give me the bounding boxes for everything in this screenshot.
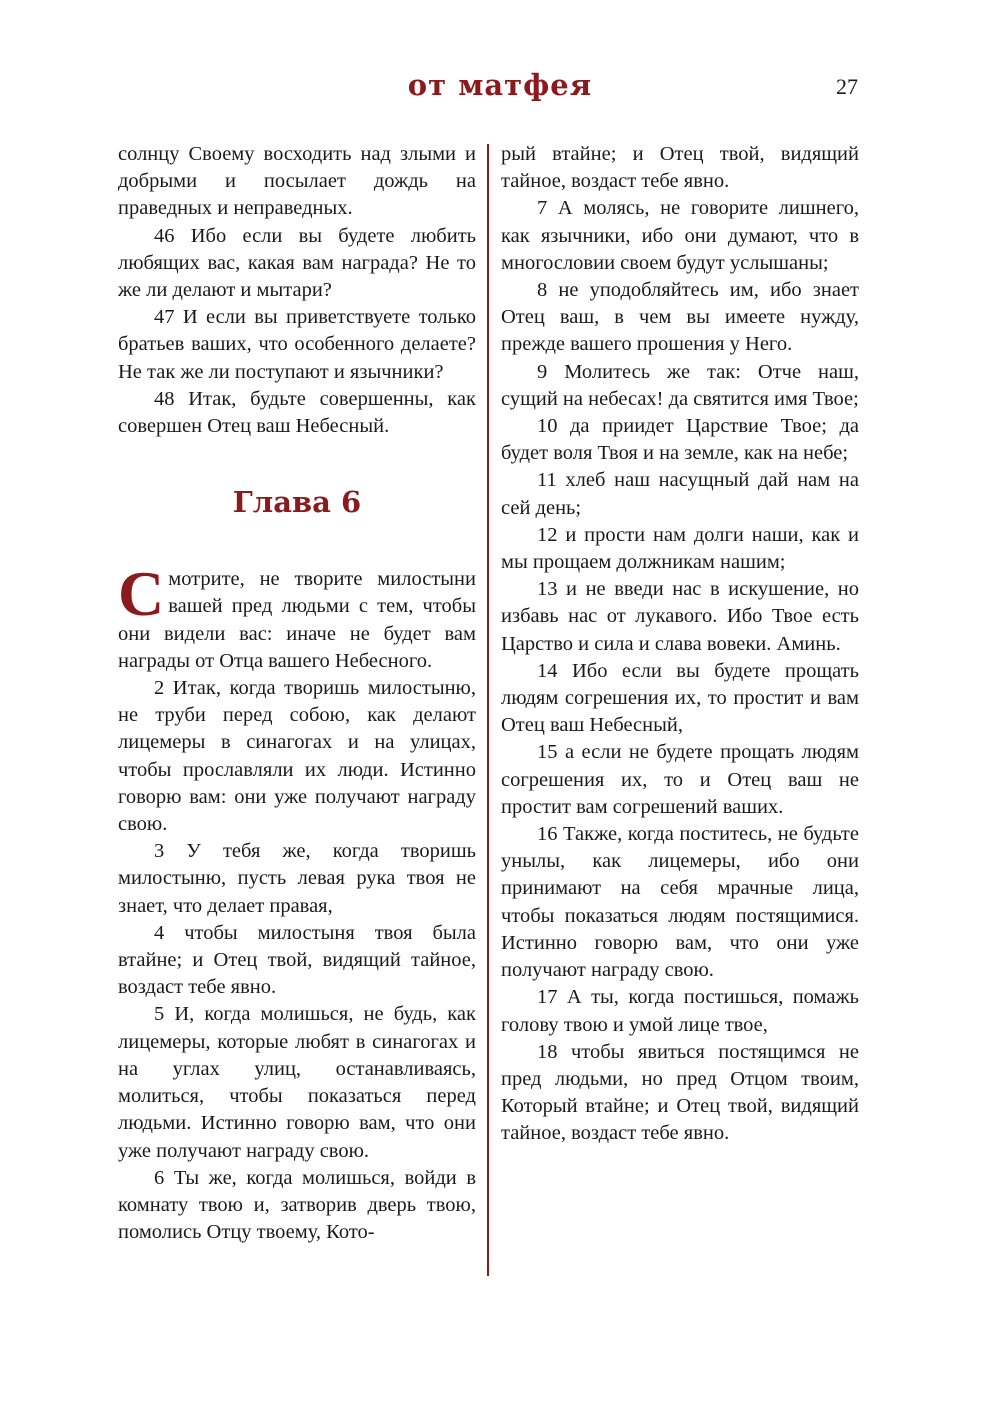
page-number: 27 [836, 74, 858, 99]
verse-continuation: солнцу Своему восходить над злыми и добрыми и посылает дождь на праведных и неправедных. [118, 143, 476, 220]
verse: 16 Также, когда поститесь, не будьте унылы, как лицемеры, ибо они принимают на себя мрачные лица, чтобы показаться людям постящимися. Истинно говорю вам, что они уже получают награду свою. [501, 823, 859, 982]
verse: 4 чтобы милостыня твоя была втайне; и Отец твой, видящий тайное, воздаст тебе явно. [118, 921, 476, 999]
drop-cap: С [118, 558, 165, 630]
right-column [501, 141, 859, 1148]
verse: 13 и не введи нас в искушение, но избавь нас от лукавого. Ибо Твое есть Царство и сила и слава вовеки. Аминь. [501, 578, 859, 655]
verse: 12 и прости нам долги наши, как и мы прощаем должникам нашим; [501, 523, 859, 574]
verse: 15 а если не будете прощать людям согрешения их, то и Отец ваш не простит вам согрешений ваших. [501, 741, 859, 818]
verse: 18 чтобы явиться постящимся не пред людьми, но пред Отцом твоим, Который втайне; и Отец твой, видящий тайное, воздаст тебе явно. [501, 1040, 859, 1145]
column-divider [487, 144, 489, 1276]
verse: 8 не уподобляйтесь им, ибо знает Отец ваш, в чем вы имеете нужду, прежде вашего прошения у Него. [501, 279, 859, 356]
chapter-heading: Глава 6 [232, 485, 362, 520]
verse: 7 А молясь, не говорите лишнего, как язычники, ибо они думают, что в многословии своем будут услышаны; [501, 197, 859, 274]
verse: 5 И, когда молишься, не будь, как лицемеры, которые любят в синагогах и на углах улиц, останавливаясь, молиться, чтобы показаться перед людьми. Истинно говорю вам, что они уже получают награду свою. [118, 1003, 476, 1162]
first-verse [118, 558, 476, 675]
verse: 48 Итак, будьте совершенны, как совершен Отец ваш Небесный. [118, 387, 476, 438]
left-column [118, 141, 476, 1246]
running-title: от матфея [407, 68, 593, 102]
verse: 11 хлеб наш насущный дай нам на сей день; [501, 469, 859, 519]
verse: 14 Ибо если вы будете прощать людям согрешения их, то простит и вам Отец ваш Небесный, [501, 659, 859, 737]
verse: 3 У тебя же, когда творишь милостыню, пусть левая рука твоя не знает, что делает правая, [118, 840, 476, 917]
verse-continuation: рый втайне; и Отец твой, видящий тайное, воздаст тебе явно. [501, 143, 859, 193]
verse: 9 Молитесь же так: Отче наш, сущий на небесах! да святится имя Твое; [501, 360, 859, 410]
verse: 17 А ты, когда постишься, помажь голову твою и умой лице твое, [501, 986, 859, 1036]
first-verse-text: мотрите, не творите милостыни вашей пред людьми с тем, чтобы они видели вас: иначе не будет вам награды от Отца вашего Небесного. [118, 568, 476, 672]
verse: 2 Итак, когда творишь милостыню, не труби перед собою, как делают лицемеры в синагогах и на улицах, чтобы прославляли их люди. Истинно говорю вам: они уже получают награду свою. [118, 677, 476, 836]
verse: 46 Ибо если вы будете любить любящих вас, какая вам награда? Не то же ли делают и мытари? [118, 224, 476, 302]
verse: 10 да приидет Царствие Твое; да будет воля Твоя и на земле, как на небе; [501, 415, 859, 465]
verse: 47 И если вы приветствуете только братьев ваших, что особенного делаете? Не так же ли поступают и язычники? [118, 306, 476, 383]
verse: 6 Ты же, когда молишься, войди в комнату твою и, затворив дверь твою, помолись Отцу твоему, Кото- [118, 1166, 476, 1244]
